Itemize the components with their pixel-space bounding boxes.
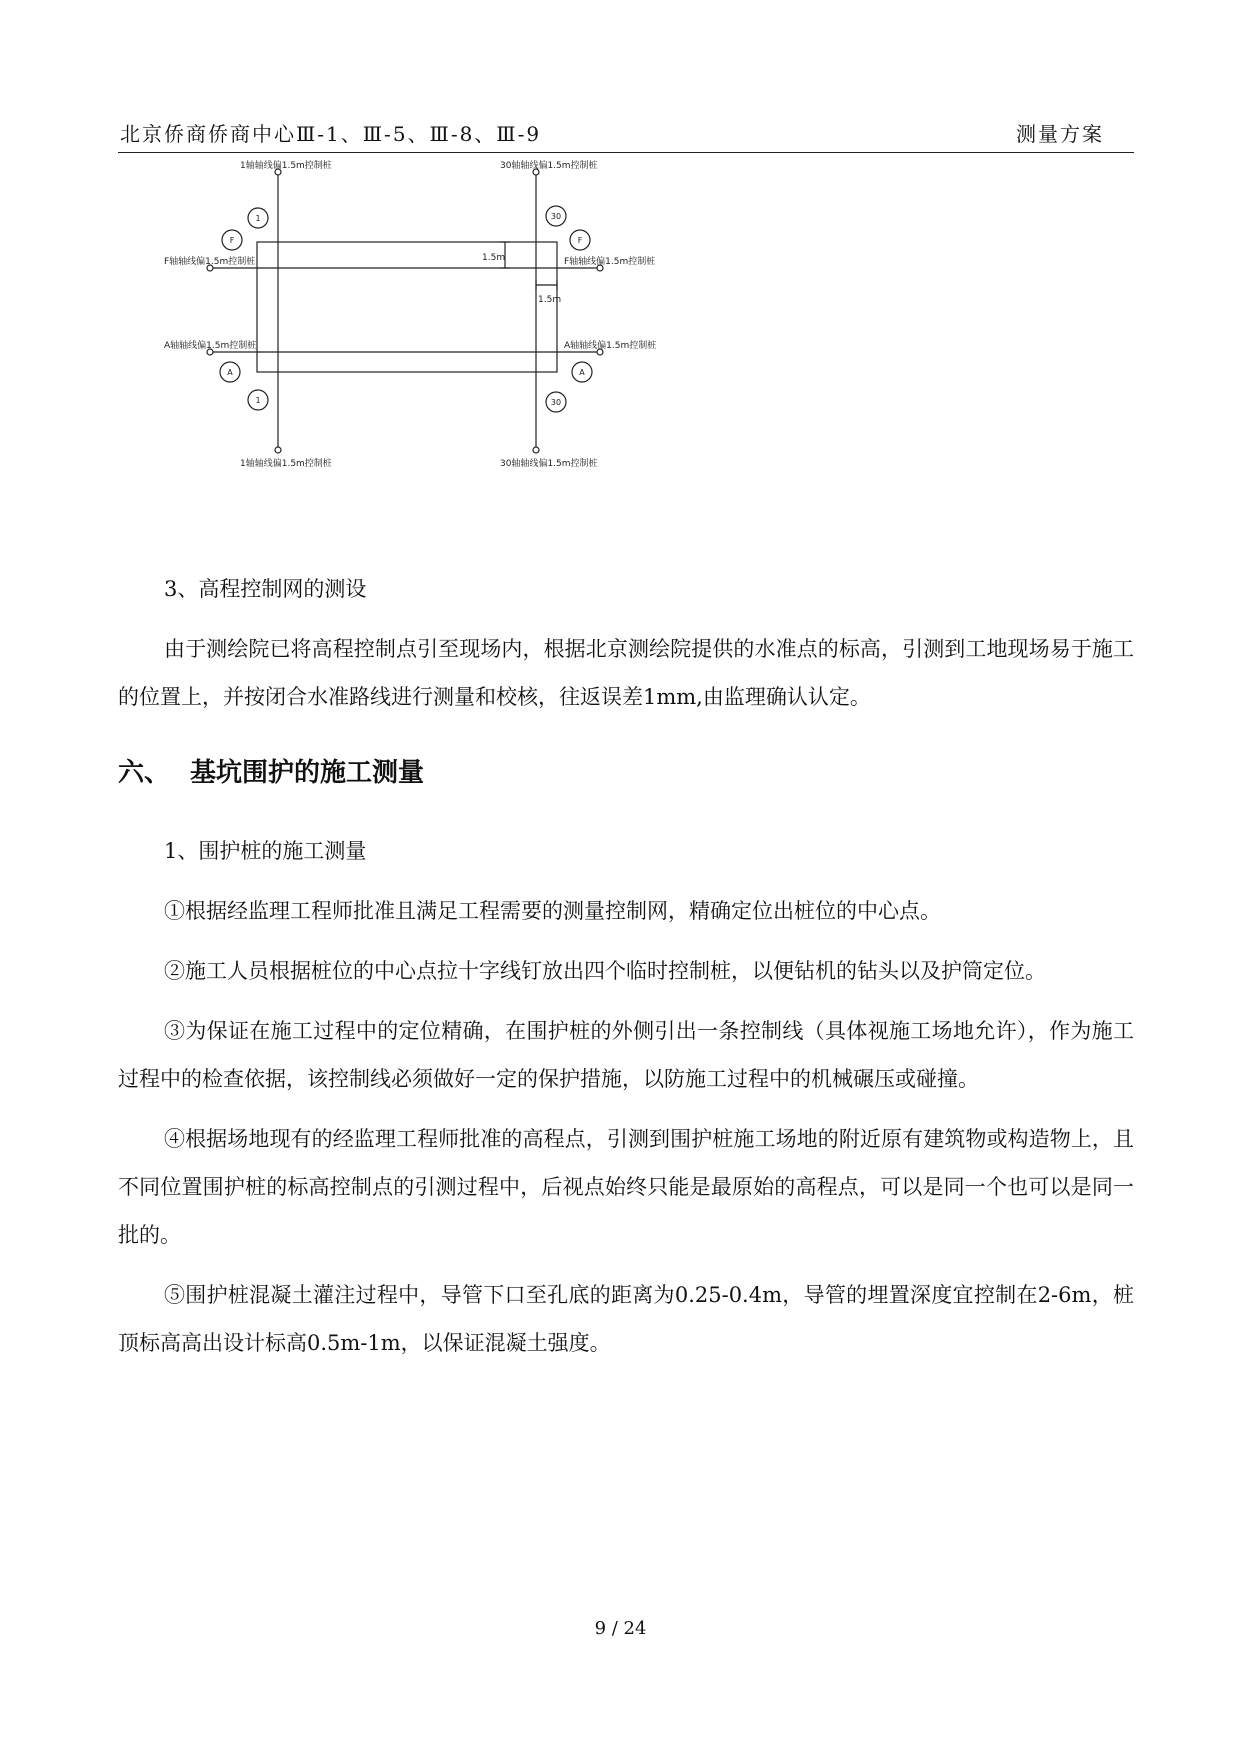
- header-project-title: 北京侨商侨商中心Ⅲ-1、Ⅲ-5、Ⅲ-8、Ⅲ-9: [120, 122, 542, 146]
- section-number: 六、: [118, 758, 171, 788]
- section-title: 基坑围护的施工测量: [190, 758, 425, 788]
- paragraph: 由于测绘院已将高程控制点引至现场内，根据北京测绘院提供的水准点的标高，引测到工地现场易于施工的位置上，并按闭合水准路线进行测量和校核，往返误差1mm,由监理确认认定。: [118, 637, 1134, 709]
- bubble-label: 30: [550, 398, 562, 407]
- paragraph: ⑤围护桩混凝土灌注过程中，导管下口至孔底的距离为0.25-0.4m，导管的埋置深度宜控制在2-6m，桩顶标高高出设计标高0.5m-1m，以保证混凝土强度。: [118, 1283, 1134, 1355]
- header-doc-title: 测量方案: [1016, 122, 1104, 146]
- bubble-label: A: [579, 368, 585, 377]
- page-number: 9 / 24: [594, 1618, 647, 1639]
- paragraph: ④根据场地现有的经监理工程师批准的高程点，引测到围护桩施工场地的附近原有建筑物或构造物上，且不同位置围护桩的标高控制点的引测过程中，后视点始终只能是最原始的高程点，可以是同一个也可以是同一批的。: [118, 1127, 1134, 1247]
- stake-label: 1轴轴线偏1.5m控制桩: [240, 459, 332, 469]
- stake-point: [533, 447, 539, 453]
- bubble-label: F: [229, 236, 235, 245]
- stake-label: A轴轴线偏1.5m控制桩: [564, 341, 657, 351]
- stake-label: 30轴轴线偏1.5m控制桩: [500, 161, 598, 171]
- paragraph: ②施工人员根据桩位的中心点拉十字线钉放出四个临时控制桩，以便钻机的钻头以及护筒定位。: [164, 959, 1046, 983]
- bubble-label: 1: [255, 396, 261, 405]
- bubble-label: A: [227, 368, 233, 377]
- bubble-label: 30: [550, 212, 562, 221]
- dimension-label: 1.5m: [538, 295, 562, 305]
- subsection-heading: 1、围护桩的施工测量: [164, 839, 367, 863]
- stake-label: 30轴轴线偏1.5m控制桩: [500, 459, 598, 469]
- control-stake-diagram: [164, 161, 750, 528]
- stake-point: [275, 447, 281, 453]
- section-heading: [118, 749, 1134, 797]
- stake-label: F轴轴线偏1.5m控制桩: [164, 257, 256, 267]
- paragraph: ①根据经监理工程师批准且满足工程需要的测量控制网，精确定位出桩位的中心点。: [164, 899, 941, 923]
- bubble-label: 1: [255, 214, 261, 223]
- stake-label: 1轴轴线偏1.5m控制桩: [240, 161, 332, 171]
- paragraph: ③为保证在施工过程中的定位精确，在围护桩的外侧引出一条控制线（具体视施工场地允许），作为施工过程中的检查依据，该控制线必须做好一定的保护措施，以防施工过程中的机械碾压或碰撞。: [118, 1019, 1134, 1091]
- stake-label: F轴轴线偏1.5m控制桩: [564, 257, 656, 267]
- document-body: [118, 565, 1134, 1367]
- stake-label: A轴轴线偏1.5m控制桩: [164, 341, 257, 351]
- dimension-label: 1.5m: [482, 253, 506, 263]
- page-header: [118, 118, 1134, 153]
- bubble-label: F: [577, 236, 583, 245]
- subsection-heading: 3、高程控制网的测设: [164, 577, 367, 601]
